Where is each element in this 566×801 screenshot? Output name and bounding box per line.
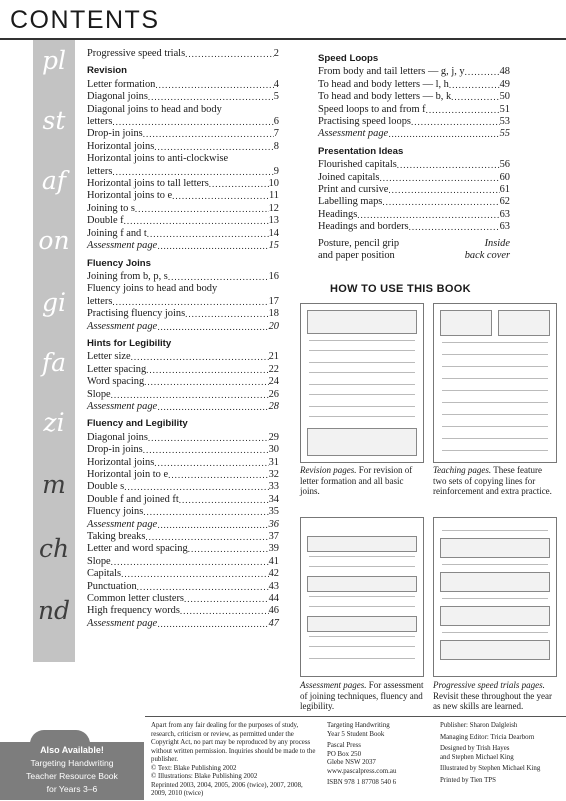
toc-entry[interactable] xyxy=(87,153,279,165)
entry-title: From body and tail letters — g, j, y xyxy=(318,66,465,78)
caption-teaching: Teaching pages. These feature two sets of copying lines for reinforcement and extra practice. xyxy=(433,465,552,496)
entry-title: Word spacing xyxy=(87,376,145,388)
toc-entry[interactable] xyxy=(318,221,510,233)
posture-label-2: and paper position xyxy=(318,250,395,262)
entry-title: letters xyxy=(87,116,113,128)
assessment-entry[interactable] xyxy=(87,519,279,531)
book-title: Year 5 Student Book xyxy=(327,730,385,738)
entry-page-number: 28 xyxy=(268,400,279,412)
entry-title: Drop-in joins xyxy=(87,128,143,140)
dot-leader xyxy=(157,321,268,333)
dot-leader xyxy=(409,221,500,233)
posture-label-1: Posture, pencil grip xyxy=(318,237,400,249)
assessment-entry[interactable] xyxy=(87,618,279,630)
dot-leader xyxy=(121,568,269,580)
entry-page-number: 5 xyxy=(273,91,279,103)
entry-page-number: 33 xyxy=(268,481,279,493)
dot-leader xyxy=(147,228,269,240)
posture-entry[interactable] xyxy=(318,238,510,263)
entry-title: High frequency words xyxy=(87,605,180,617)
publisher-city: Glebe NSW 2037 xyxy=(327,759,376,766)
toc-entry[interactable] xyxy=(87,79,279,91)
toc-entry[interactable] xyxy=(87,494,279,506)
entry-title: Slope xyxy=(87,388,111,400)
dot-leader xyxy=(426,104,500,116)
toc-entry[interactable] xyxy=(87,228,279,240)
entry-title: Assessment page xyxy=(87,240,158,252)
caption-revision: Revision pages. For revision of letter formation and all basic joins. xyxy=(300,465,413,496)
entry-title: Capitals xyxy=(87,568,122,580)
entry-page-number: 22 xyxy=(268,363,279,375)
toc-entry[interactable] xyxy=(318,91,510,103)
caption-speed-trials: Progressive speed trials pages. Revisit these throughout the year as new skills are learned. xyxy=(433,680,552,711)
entry-title: Double f and joined ft xyxy=(87,493,179,505)
toc-entry[interactable] xyxy=(87,531,279,543)
entry-page-number: 63 xyxy=(499,221,510,233)
entry-page-number: 14 xyxy=(268,227,279,239)
dot-leader xyxy=(124,481,268,493)
entry-title: Print and cursive xyxy=(318,184,389,196)
entry-page-number: 43 xyxy=(268,580,279,592)
entry-page-number: 12 xyxy=(268,202,279,214)
toc-entry[interactable] xyxy=(87,283,279,295)
entry-page-number: 17 xyxy=(268,295,279,307)
entry-title: Double f xyxy=(87,215,124,227)
entry-page-number: 44 xyxy=(268,593,279,605)
toc-entry[interactable] xyxy=(87,568,279,580)
entry-title: Practising speed loops xyxy=(318,116,411,128)
entry-title: Fluency joins to head and body xyxy=(87,283,218,295)
entry-page-number: 62 xyxy=(499,196,510,208)
entry-page-number: 61 xyxy=(499,184,510,196)
cursive-letter-strip xyxy=(33,40,75,662)
entry-title: Assessment page xyxy=(87,320,158,332)
dot-leader xyxy=(157,240,268,252)
speed-trials-page-thumbnail xyxy=(433,517,557,677)
toc-entry[interactable] xyxy=(87,581,279,593)
entry-title: Taking breaks xyxy=(87,531,146,543)
dot-leader xyxy=(168,271,269,283)
page-title: CONTENTS xyxy=(10,6,160,34)
toc-entry[interactable] xyxy=(87,141,279,153)
toc-entry[interactable] xyxy=(87,91,279,103)
toc-entry[interactable] xyxy=(87,481,279,493)
revision-page-thumbnail xyxy=(300,303,424,463)
entry-title: Diagonal joins to head and body xyxy=(87,103,222,115)
contents-column-right xyxy=(318,48,510,263)
toc-entry[interactable] xyxy=(87,351,279,363)
dot-leader xyxy=(144,376,268,388)
dot-leader xyxy=(449,79,500,91)
toc-entry[interactable] xyxy=(87,128,279,140)
entry-title: Assessment page xyxy=(87,518,158,530)
entry-page-number: 4 xyxy=(273,78,279,90)
legal-notice: Apart from any fair dealing for the purposes of study, research, criticism or review, as permitted under the Copyright Act, no part may be reproduced by any process without written permission. Inquiries should be made to the publisher. xyxy=(151,722,316,763)
entry-title: letters xyxy=(87,295,113,307)
entry-title: Joining from b, p, s xyxy=(87,270,168,282)
entry-page-number: 49 xyxy=(499,78,510,90)
entry-page-number: 35 xyxy=(268,506,279,518)
toc-entry[interactable] xyxy=(318,79,510,91)
toc-entry[interactable] xyxy=(87,364,279,376)
reprint-history: Reprinted 2003, 2004, 2005, 2006 (twice), 2007, 2008, 2009, 2010 (twice) xyxy=(151,781,303,797)
dot-leader xyxy=(168,469,269,481)
entry-title: Joining to s xyxy=(87,202,135,214)
dot-leader xyxy=(112,116,273,128)
entry-page-number: 63 xyxy=(499,208,510,220)
toc-entry[interactable] xyxy=(87,376,279,388)
publisher-credit: Publisher: Sharon Dalgleish xyxy=(440,722,518,729)
dot-leader xyxy=(143,444,269,456)
entry-page-number: 56 xyxy=(499,159,510,171)
entry-page-number: 24 xyxy=(268,376,279,388)
dot-leader xyxy=(155,79,273,91)
dot-leader xyxy=(145,531,268,543)
assessment-entry[interactable] xyxy=(318,128,510,140)
entry-page-number: 13 xyxy=(268,215,279,227)
section-heading: Fluency Joins xyxy=(87,257,151,269)
entry-page-number: 53 xyxy=(499,116,510,128)
dot-leader xyxy=(357,209,499,221)
toc-entry[interactable] xyxy=(318,172,510,184)
entry-title: Double s xyxy=(87,481,125,493)
entry-title: Flourished capitals xyxy=(318,159,397,171)
toc-entry[interactable] xyxy=(87,104,279,116)
toc-entry[interactable] xyxy=(87,605,279,617)
entry-page-number: 50 xyxy=(499,91,510,103)
dot-leader xyxy=(157,519,268,531)
entry-page-number: 48 xyxy=(499,66,510,78)
strip-letter: pl xyxy=(42,46,66,75)
dot-leader xyxy=(397,159,500,171)
dot-leader xyxy=(184,593,269,605)
copyright-text: © Text: Blake Publishing 2002 xyxy=(151,764,237,772)
assessment-page-thumbnail xyxy=(300,517,424,677)
entry-title: Letter and word spacing xyxy=(87,543,188,555)
toc-entry[interactable] xyxy=(318,196,510,208)
toc-entry[interactable] xyxy=(87,593,279,605)
entry-title: Horizontal joins to e xyxy=(87,190,173,202)
entry-title: Horizontal join to e xyxy=(87,469,169,480)
dot-leader xyxy=(388,184,499,196)
section-heading: Revision xyxy=(87,65,127,77)
dot-leader xyxy=(111,556,269,568)
entry-page-number: 18 xyxy=(268,308,279,320)
dot-leader xyxy=(111,389,269,401)
entry-page-number: 29 xyxy=(268,431,279,443)
entry-title: Fluency joins xyxy=(87,506,144,518)
toc-entry[interactable] xyxy=(87,203,279,215)
entry-title: Progressive speed trials xyxy=(87,48,186,59)
strip-letter: af xyxy=(41,166,67,195)
section-heading: Fluency and Legibility xyxy=(87,418,188,430)
dot-leader xyxy=(112,166,273,178)
dot-leader xyxy=(157,401,268,413)
entry-title: To head and body letters — l, h xyxy=(318,78,449,90)
entry-page-number: 15 xyxy=(268,240,279,252)
title-rule xyxy=(0,38,566,40)
dot-leader xyxy=(451,91,499,103)
how-to-heading: HOW TO USE THIS BOOK xyxy=(330,283,471,295)
dot-leader xyxy=(172,190,269,202)
dot-leader xyxy=(154,457,268,469)
posture-page-2: back cover xyxy=(464,250,510,262)
assessment-entry[interactable] xyxy=(87,401,279,413)
toc-entry[interactable] xyxy=(87,506,279,518)
entry-page-number: 47 xyxy=(268,617,279,629)
entry-page-number: 16 xyxy=(268,270,279,282)
entry-page-number: 10 xyxy=(268,178,279,190)
strip-letter: st xyxy=(42,106,66,135)
dot-leader xyxy=(185,48,274,60)
toc-entry[interactable] xyxy=(87,296,279,308)
entry-page-number: 51 xyxy=(499,103,510,115)
entry-title: Letter spacing xyxy=(87,363,147,375)
entry-title: Headings and borders xyxy=(318,221,409,233)
dot-leader xyxy=(143,506,268,518)
posture-page-1: Inside xyxy=(484,237,510,249)
dot-leader xyxy=(124,215,269,227)
entry-page-number: 39 xyxy=(268,543,279,555)
toc-entry[interactable] xyxy=(87,178,279,190)
dot-leader xyxy=(180,605,269,617)
dot-leader xyxy=(379,172,499,184)
dot-leader xyxy=(143,128,274,140)
printer-credit: Printed by Tien TPS xyxy=(440,776,496,784)
entry-title: Common letter clusters xyxy=(87,593,184,605)
designer-credit-2: and Stephen Michael King xyxy=(440,753,514,761)
entry-page-number: 55 xyxy=(499,128,510,140)
dot-leader xyxy=(148,432,269,444)
section-heading: Presentation Ideas xyxy=(318,145,404,157)
toc-entry[interactable] xyxy=(318,66,510,78)
entry-page-number: 60 xyxy=(499,171,510,183)
entry-title: Diagonal joins xyxy=(87,431,148,443)
strip-letter: nd xyxy=(37,596,71,625)
strip-letter: fa xyxy=(41,348,67,377)
dot-leader xyxy=(185,308,268,320)
entry-page-number: 41 xyxy=(268,555,279,567)
strip-letter: gi xyxy=(42,288,66,317)
entry-page-number: 7 xyxy=(273,128,279,140)
toc-entry[interactable] xyxy=(87,543,279,555)
toc-entry[interactable] xyxy=(87,190,279,202)
dot-leader xyxy=(179,494,269,506)
toc-entry[interactable] xyxy=(87,116,279,128)
dot-leader xyxy=(209,178,269,190)
entry-page-number: 46 xyxy=(268,605,279,617)
toc-entry[interactable] xyxy=(87,215,279,227)
toc-entry[interactable] xyxy=(87,389,279,401)
toc-entry[interactable] xyxy=(318,184,510,196)
dot-leader xyxy=(157,618,268,630)
toc-entry[interactable] xyxy=(318,209,510,221)
also-available-heading: Also Available! xyxy=(40,745,104,755)
toc-entry[interactable] xyxy=(318,159,510,171)
entry-page-number: 26 xyxy=(268,388,279,400)
entry-page-number: 8 xyxy=(273,140,279,152)
copyright-illustrations: © Illustrations: Blake Publishing 2002 xyxy=(151,773,258,780)
entry-title: Joining f and t xyxy=(87,227,147,239)
dot-leader xyxy=(382,196,499,208)
entry-title: To head and body letters — b, k xyxy=(318,91,452,103)
imprint-footer xyxy=(145,716,566,801)
caption-assessment: Assessment pages. For assessment of joining techniques, fluency and legibility. xyxy=(300,680,424,711)
dot-leader xyxy=(131,351,269,363)
entry-title: Assessment page xyxy=(87,400,158,412)
section-heading: Hints for Legibility xyxy=(87,337,172,349)
entry-title: Horizontal joins xyxy=(87,140,155,152)
entry-title: Assessment page xyxy=(318,128,389,140)
dot-leader xyxy=(137,581,269,593)
entry-title: Horizontal joins xyxy=(87,456,155,468)
entry-title: Assessment page xyxy=(87,617,158,629)
also-available-line-3: for Years 3–6 xyxy=(46,784,98,794)
toc-entry[interactable] xyxy=(87,556,279,568)
entry-page-number: 20 xyxy=(268,320,279,332)
entry-page-number: 30 xyxy=(268,444,279,456)
also-available-line-1: Targeting Handwriting xyxy=(30,758,114,768)
section-heading: Speed Loops xyxy=(318,53,379,64)
strip-letter: m xyxy=(42,470,66,499)
entry-page-number: 9 xyxy=(273,165,279,177)
entry-title: Drop-in joins xyxy=(87,444,143,456)
toc-entry[interactable] xyxy=(87,308,279,320)
dot-leader xyxy=(112,296,268,308)
strip-letter: on xyxy=(38,226,70,255)
entry-title: Headings xyxy=(318,208,358,220)
entry-title: Diagonal joins xyxy=(87,91,148,103)
toc-entry[interactable] xyxy=(87,432,279,444)
contents-column-left xyxy=(87,48,279,630)
dot-leader xyxy=(388,128,499,140)
dot-leader xyxy=(146,364,268,376)
publisher-name: Pascal Press xyxy=(327,742,361,749)
dot-leader xyxy=(188,543,269,555)
designer-credit-1: Designed by Trish Hayes xyxy=(440,745,510,752)
dot-leader xyxy=(148,91,274,103)
book-series: Targeting Handwriting xyxy=(327,722,390,729)
entry-page-number: 37 xyxy=(268,531,279,543)
toc-entry[interactable] xyxy=(87,444,279,456)
entry-title: Horizontal joins to anti-clockwise xyxy=(87,153,229,165)
isbn: ISBN 978 1 87708 540 6 xyxy=(327,779,397,786)
entry-title: Letter formation xyxy=(87,78,156,90)
toc-entry[interactable] xyxy=(87,271,279,283)
publisher-po: PO Box 250 xyxy=(327,750,362,758)
entry-page-number: 2 xyxy=(273,48,279,59)
entry-title: Slope xyxy=(87,555,111,567)
entry-page-number: 11 xyxy=(268,190,279,202)
publisher-url[interactable]: www.pascalpress.com.au xyxy=(327,767,397,775)
toc-entry[interactable] xyxy=(318,116,510,128)
dot-leader xyxy=(135,203,269,215)
strip-letter: ch xyxy=(38,534,70,563)
dot-leader xyxy=(465,66,500,78)
toc-entry[interactable] xyxy=(87,457,279,469)
entry-title: Horizontal joins to tall letters xyxy=(87,178,209,190)
assessment-entry[interactable] xyxy=(87,321,279,333)
dot-leader xyxy=(154,141,274,153)
entry-page-number: 42 xyxy=(268,568,279,580)
entry-title: letters xyxy=(87,165,113,177)
entry-title: Letter size xyxy=(87,351,131,363)
toc-entry[interactable] xyxy=(87,469,279,481)
assessment-entry[interactable] xyxy=(87,240,279,252)
entry-page-number: 36 xyxy=(268,518,279,530)
dot-leader xyxy=(411,116,500,128)
entry-title: Speed loops to and from f xyxy=(318,103,426,115)
entry-title: Joined capitals xyxy=(318,171,380,183)
entry-page-number: 34 xyxy=(268,493,279,505)
entry-title: Labelling maps xyxy=(318,196,383,208)
toc-entry[interactable] xyxy=(87,48,279,60)
also-available-callout xyxy=(0,742,144,800)
entry-title: Punctuation xyxy=(87,580,137,592)
toc-entry[interactable] xyxy=(318,104,510,116)
entry-page-number: 32 xyxy=(268,469,279,480)
strip-letter: zi xyxy=(43,408,65,437)
editor-credit: Managing Editor: Tricia Dearborn xyxy=(440,733,535,741)
toc-entry[interactable] xyxy=(87,166,279,178)
also-available-line-2: Teacher Resource Book xyxy=(26,771,118,781)
entry-page-number: 31 xyxy=(268,456,279,468)
teaching-page-thumbnail xyxy=(433,303,557,463)
illustrator-credit: Illustrated by Stephen Michael King xyxy=(440,765,541,772)
entry-page-number: 6 xyxy=(273,116,279,128)
entry-page-number: 21 xyxy=(268,351,279,363)
entry-title: Practising fluency joins xyxy=(87,308,186,320)
